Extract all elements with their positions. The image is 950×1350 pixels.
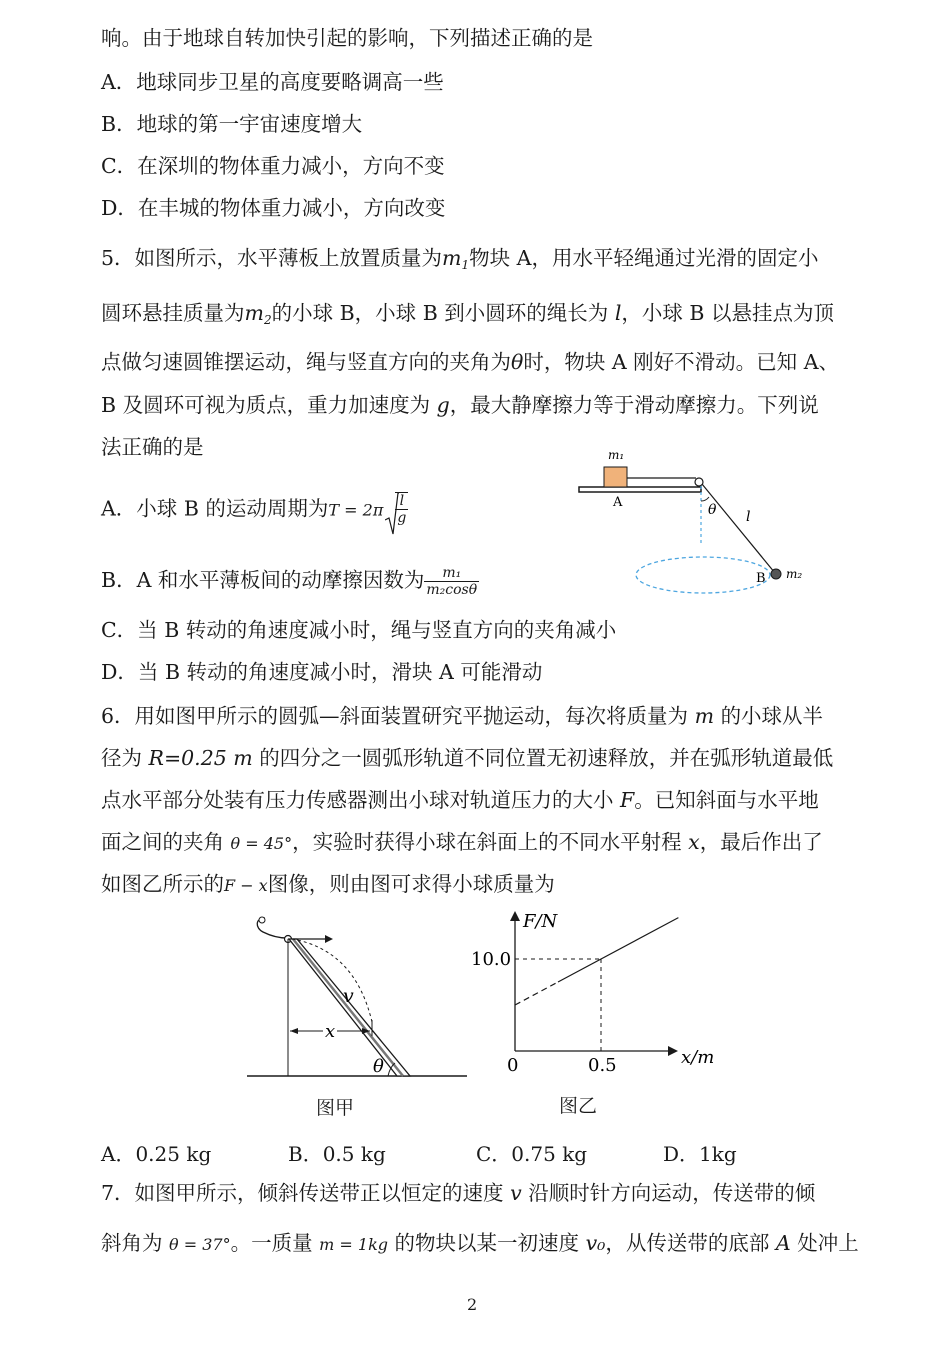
label-theta: θ	[708, 502, 717, 518]
angle-arc	[701, 497, 709, 501]
question-5-line-3: 点做匀速圆锥摆运动，绳与竖直方向的夹角为θ时，物块 A 刚好不滑动。已知 A、	[101, 350, 840, 374]
page-number: 2	[467, 1295, 478, 1314]
label-v: v	[343, 985, 354, 1007]
q5-option-a: A．小球 B 的运动周期为T = 2π $\frac{l}{g}$	[101, 494, 408, 526]
release-point	[259, 917, 265, 923]
question-7-line-1: 7．如图甲所示，倾斜传送带正以恒定的速度 v 沿顺时针方向运动，传送带的倾	[101, 1181, 816, 1205]
figure-jia-slope	[245, 910, 470, 1085]
label-m2: m₂	[786, 567, 803, 581]
question-5-line-2: 圆环悬挂质量为$m_2$的小球 B，小球 B 到小圆环的绳长为 l，小球 B 以悬挂点为顶	[101, 301, 834, 327]
q5-option-b: B．A 和水平薄板间的动摩擦因数为 $\frac{\text{m₁}}{\text{m₂cosθ}}$	[101, 565, 478, 598]
block-a	[604, 467, 627, 487]
question-6-line-3: 点水平部分处装有压力传感器测出小球对轨道压力的大小 F。已知斜面与水平地	[101, 788, 819, 812]
label-m1: m₁	[608, 448, 625, 462]
question-6-line-2: 径为 R=0.25 m 的四分之一圆弧形轨道不同位置无初速释放，并在弧形轨道最低	[101, 746, 834, 770]
figure-q5-conical-pendulum	[575, 445, 845, 600]
label-x: x	[325, 1021, 336, 1042]
label-a: A	[613, 495, 623, 510]
question-7-line-2: 斜角为 θ = 37°。一质量 m = 1kg 的物块以某一初速度 v₀，从传送带的底部 A 处冲上	[101, 1231, 859, 1255]
y-axis-label: F/N	[523, 911, 558, 932]
q6-option-b: B．0.5 kg	[288, 1142, 386, 1166]
label-theta: θ	[373, 1056, 384, 1077]
y-tick-label: 10.0	[471, 949, 512, 970]
circular-path	[636, 557, 770, 593]
question-5-line-5: 法正确的是	[101, 435, 204, 459]
origin-label: 0	[507, 1055, 519, 1076]
x-tick-label: 0.5	[588, 1055, 617, 1076]
option-d: D．在丰城的物体重力减小，方向改变	[101, 196, 446, 220]
q6-option-c: C．0.75 kg	[476, 1142, 588, 1166]
question-5-line-1: 5．如图所示，水平薄板上放置质量为$m_1$物块 A，用水平轻绳通过光滑的固定小	[101, 246, 819, 272]
q6-option-d: D．1kg	[663, 1142, 737, 1166]
q6-option-a: A．0.25 kg	[101, 1142, 212, 1166]
caption-yi: 图乙	[559, 1095, 598, 1117]
label-l: l	[746, 509, 751, 525]
mu-fraction: $\frac{\text{m₁}}{\text{m₂cosθ}}$	[426, 565, 478, 598]
label-b: B	[756, 571, 766, 586]
q5-option-d: D．当 B 转动的角速度减小时，滑块 A 可能滑动	[101, 660, 543, 684]
y-axis-arrow	[510, 911, 520, 921]
thin-plate	[579, 487, 701, 492]
sqrt-expression: $\frac{l}{g}$	[385, 494, 408, 526]
small-ring	[695, 478, 703, 486]
incline-shading	[293, 939, 403, 1076]
x-axis-arrow	[668, 1046, 678, 1056]
paragraph-line: 响。由于地球自转加快引起的影响，下列描述正确的是	[101, 26, 593, 50]
option-b: B．地球的第一宇宙速度增大	[101, 112, 363, 136]
option-c: C．在深圳的物体重力减小，方向不变	[101, 154, 445, 178]
figure-yi-chart	[465, 905, 725, 1080]
x-axis-label: x/m	[681, 1047, 715, 1068]
question-5-line-4: B 及圆环可视为质点，重力加速度为 g，最大静摩擦力等于滑动摩擦力。下列说	[101, 393, 819, 417]
question-6-line-4: 面之间的夹角 θ = 45°，实验时获得小球在斜面上的不同水平射程 x，最后作出了	[101, 830, 823, 854]
option-a: A．地球同步卫星的高度要略调高一些	[101, 70, 444, 94]
ball-b	[771, 569, 781, 579]
velocity-arrowhead	[325, 935, 333, 943]
series-line-extrapolated	[515, 982, 558, 1005]
range-arrowhead-left	[290, 1028, 298, 1034]
series-line	[558, 918, 678, 982]
q5-option-c: C．当 B 转动的角速度减小时，绳与竖直方向的夹角减小	[101, 618, 617, 642]
caption-jia: 图甲	[316, 1097, 355, 1119]
question-6-line-5: 如图乙所示的F − x图像，则由图可求得小球质量为	[101, 872, 555, 896]
question-6-line-1: 6．用如图甲所示的圆弧—斜面装置研究平抛运动，每次将质量为 m 的小球从半	[101, 704, 824, 728]
